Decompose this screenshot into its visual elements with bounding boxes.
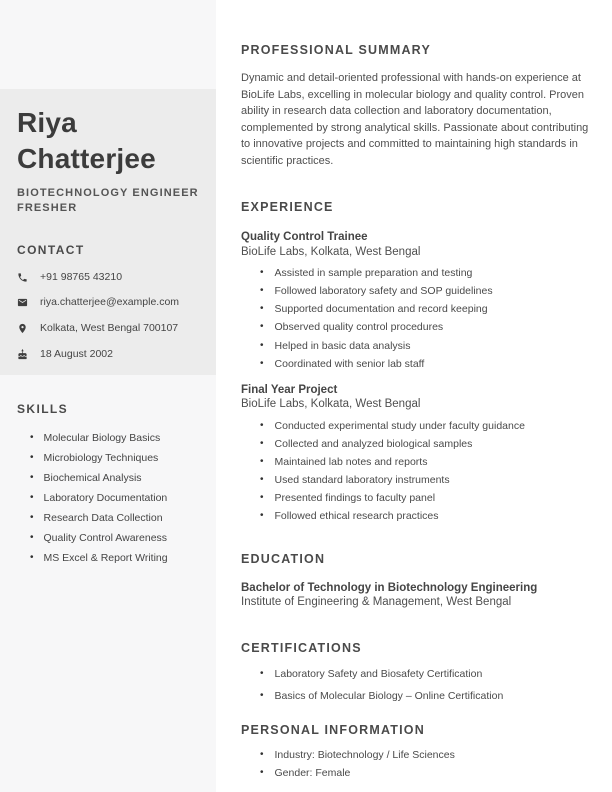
job-bullet <box>241 341 589 352</box>
skill-item <box>17 493 207 504</box>
personal-info-text: Gender: Female <box>274 767 351 780</box>
job-bullet <box>241 457 589 468</box>
phone-number: +91 98765 43210 <box>40 270 123 283</box>
skill-label: Quality Control Awareness <box>43 532 168 545</box>
job-bullet-text: Maintained lab notes and reports <box>274 456 428 469</box>
job-bullet-text: Observed quality control procedures <box>274 321 444 334</box>
certification-item <box>241 669 589 680</box>
job-bullet <box>241 268 589 279</box>
skill-item <box>17 533 207 544</box>
person-job-title: BIOTECHNOLOGY ENGINEER FRESHER <box>17 186 199 215</box>
bullet-icon: • <box>260 767 264 779</box>
summary-text: Dynamic and detail-oriented professional with hands-on experience at BioLife Labs, excelling in molecular biology and quality control. Proven ability in research data collection and laboratory documentation, complemented by strong analytical skills. Passionate about contributing to innovative projects and committed to maintaining high standards in scientific practices. <box>241 72 589 167</box>
job-bullet <box>241 421 589 432</box>
location-text: Kolkata, West Bengal 700107 <box>40 321 179 334</box>
certifications-heading: CERTIFICATIONS <box>241 641 362 656</box>
skill-label: Molecular Biology Basics <box>43 432 161 444</box>
bullet-icon: • <box>260 456 264 468</box>
job-bullet <box>241 493 589 504</box>
experience-entry-1 <box>241 230 589 370</box>
person-name: Riya Chatterjee <box>17 107 156 174</box>
job-bullet <box>241 286 589 297</box>
bullet-icon: • <box>30 532 34 544</box>
contact-row-birthdate <box>17 349 196 361</box>
bullet-icon: • <box>260 339 264 351</box>
bullet-icon: • <box>260 321 264 333</box>
location-pin-icon <box>17 323 28 334</box>
main-content <box>241 0 589 786</box>
institute-name: Institute of Engineering & Management, West Bengal <box>241 596 512 609</box>
job-bullet-text: Used standard laboratory instruments <box>274 474 450 487</box>
contact-heading: CONTACT <box>17 242 85 257</box>
job-bullet <box>241 511 589 522</box>
personal-info-list <box>241 750 589 779</box>
birthday-cake-icon <box>17 349 28 360</box>
contact-row-phone <box>17 272 196 284</box>
bullet-icon: • <box>260 285 264 297</box>
email-icon <box>17 297 28 308</box>
bullet-icon: • <box>260 420 264 432</box>
sidebar <box>0 0 216 792</box>
degree-title: Bachelor of Technology in Biotechnology Engineering <box>241 581 538 594</box>
skills-heading: SKILLS <box>17 402 69 416</box>
skill-label: MS Excel & Report Writing <box>43 552 168 565</box>
job-bullet <box>241 322 589 333</box>
bullet-icon: • <box>260 492 264 504</box>
skills-list <box>17 433 207 564</box>
certification-text: Basics of Molecular Biology – Online Certification <box>274 690 504 703</box>
skills-section <box>17 402 207 573</box>
summary-heading: PROFESSIONAL SUMMARY <box>241 43 431 57</box>
skill-item <box>17 473 207 484</box>
certification-text: Laboratory Safety and Biosafety Certification <box>274 668 483 681</box>
bullet-icon: • <box>30 452 34 464</box>
skill-label: Biochemical Analysis <box>43 472 142 485</box>
bullet-icon: • <box>30 492 34 504</box>
bullet-icon: • <box>260 668 264 680</box>
bullet-icon: • <box>30 432 34 443</box>
skill-item <box>17 553 207 564</box>
experience-entry-2 <box>241 383 589 523</box>
bullet-icon: • <box>260 357 264 369</box>
certifications-list <box>241 669 589 702</box>
job-bullet-list <box>241 421 589 522</box>
bullet-icon: • <box>260 749 264 761</box>
job-bullet-text: Collected and analyzed biological samples <box>274 438 473 451</box>
contact-row-email <box>17 297 196 309</box>
bullet-icon: • <box>30 472 34 484</box>
job-bullet-text: Conducted experimental study under faculty guidance <box>274 420 525 433</box>
sidebar-identity-block <box>0 89 216 375</box>
experience-heading: EXPERIENCE <box>241 199 334 214</box>
skill-item <box>17 433 207 444</box>
birthdate-text: 18 August 2002 <box>40 347 113 360</box>
contact-row-location <box>17 323 196 335</box>
education-heading: EDUCATION <box>241 551 326 566</box>
certification-item <box>241 691 589 702</box>
job-bullet <box>241 359 589 370</box>
bullet-icon: • <box>260 690 264 702</box>
job-title: Final Year Project <box>241 383 338 396</box>
skill-label: Research Data Collection <box>43 512 163 525</box>
job-bullet-list <box>241 268 589 369</box>
bullet-icon: • <box>260 510 264 522</box>
contact-list <box>17 272 196 360</box>
skill-item <box>17 513 207 524</box>
education-entry <box>241 581 589 611</box>
job-bullet <box>241 439 589 450</box>
bullet-icon: • <box>30 512 34 524</box>
bullet-icon: • <box>260 303 264 315</box>
personal-info-item <box>241 768 589 779</box>
personal-info-text: Industry: Biotechnology / Life Sciences <box>274 749 455 762</box>
phone-icon <box>17 272 28 283</box>
job-bullet <box>241 475 589 486</box>
job-bullet-text: Followed ethical research practices <box>274 510 439 523</box>
email-address: riya.chatterjee@example.com <box>40 296 180 309</box>
job-title: Quality Control Trainee <box>241 230 368 243</box>
bullet-icon: • <box>30 552 34 564</box>
personal-info-heading: PERSONAL INFORMATION <box>241 723 425 738</box>
bullet-icon: • <box>260 474 264 486</box>
bullet-icon: • <box>260 438 264 450</box>
skill-label: Microbiology Techniques <box>43 452 159 465</box>
job-organization: BioLife Labs, Kolkata, West Bengal <box>241 245 421 258</box>
job-bullet-text: Coordinated with senior lab staff <box>274 357 425 370</box>
job-bullet-text: Helped in basic data analysis <box>274 339 411 352</box>
job-bullet-text: Followed laboratory safety and SOP guidelines <box>274 285 493 298</box>
job-bullet-text: Assisted in sample preparation and testing <box>274 267 473 280</box>
job-bullet-text: Supported documentation and record keeping <box>274 303 488 316</box>
skill-item <box>17 453 207 464</box>
bullet-icon: • <box>260 267 264 279</box>
job-bullet-text: Presented findings to faculty panel <box>274 492 436 505</box>
job-bullet <box>241 304 589 315</box>
job-organization: BioLife Labs, Kolkata, West Bengal <box>241 398 421 411</box>
skill-label: Laboratory Documentation <box>43 492 168 505</box>
personal-info-item <box>241 750 589 761</box>
